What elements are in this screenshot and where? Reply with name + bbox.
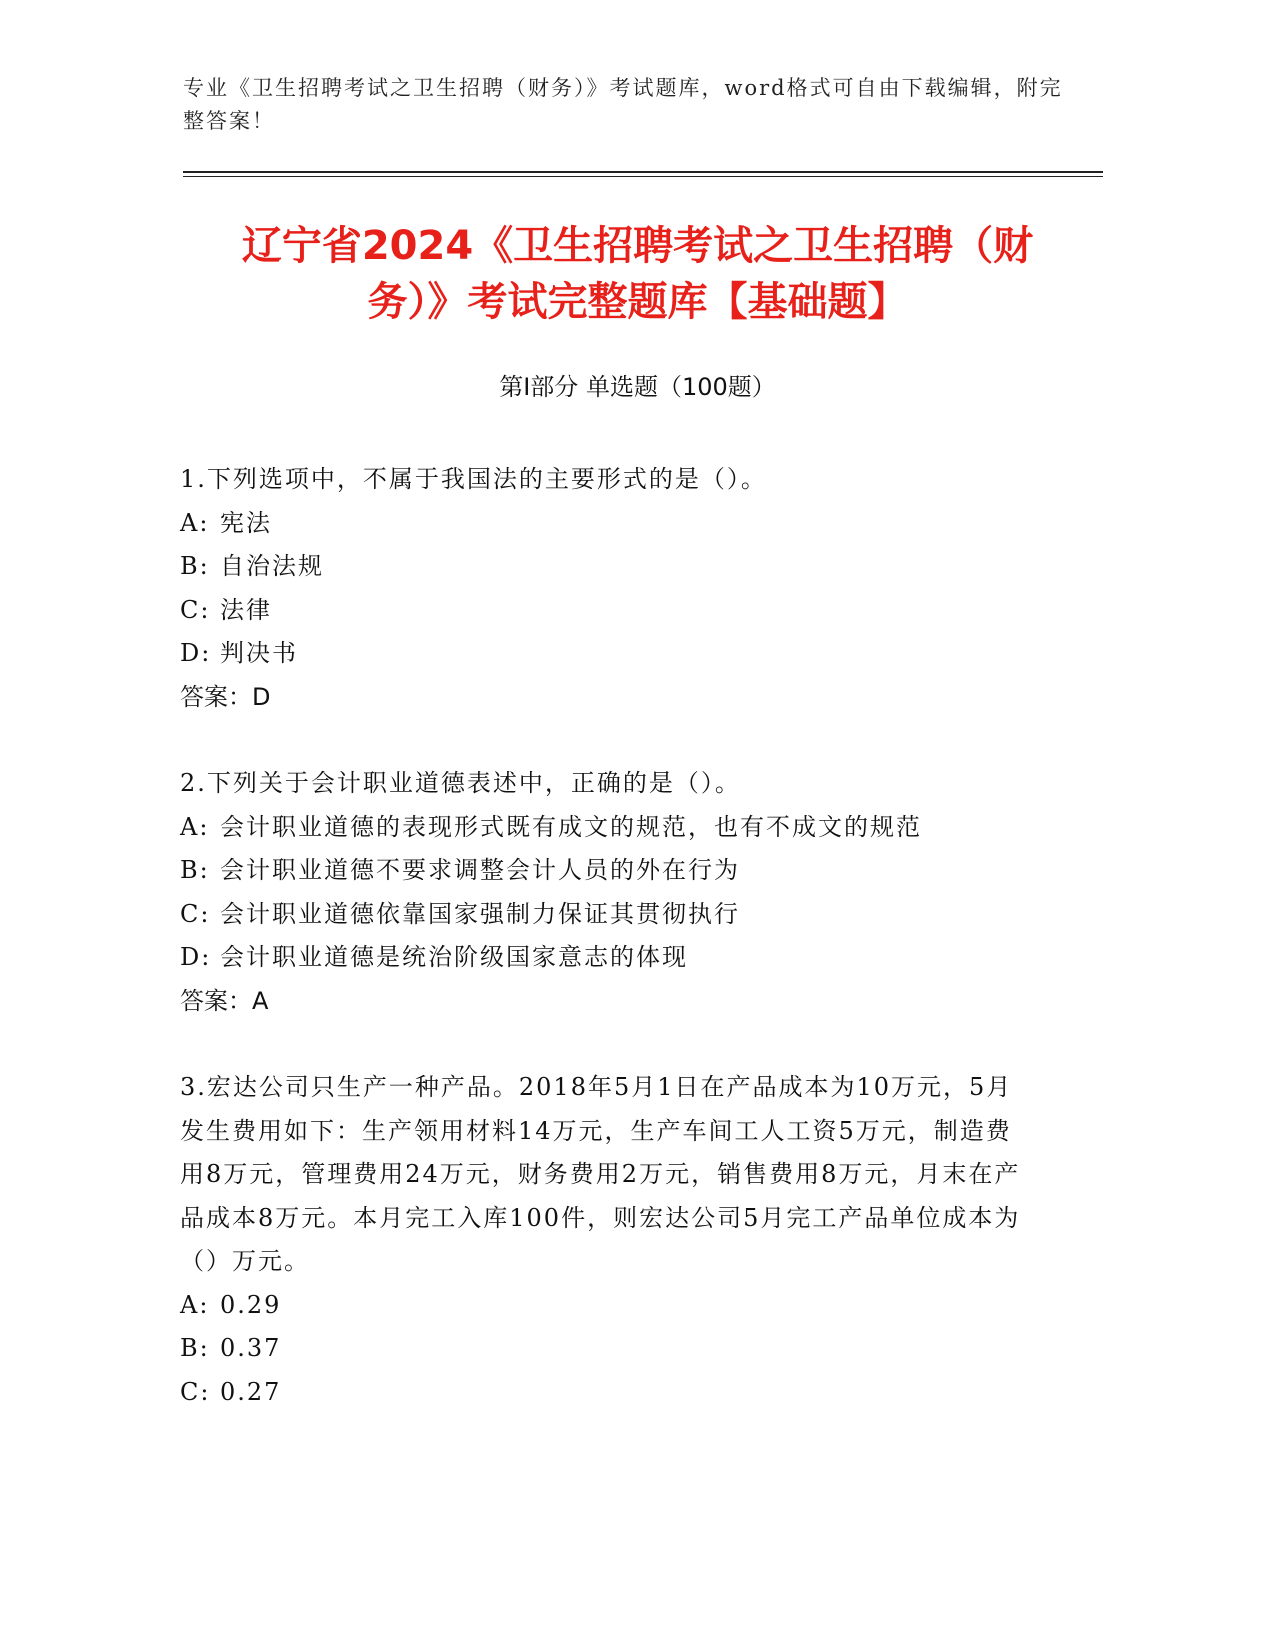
option-c (180, 589, 1030, 633)
option-text: 0.27 (220, 1377, 282, 1406)
option-d (180, 936, 1030, 980)
answer-line: 答案：D (180, 682, 271, 711)
option-d (180, 632, 1030, 676)
option-text: 自治法规 (220, 552, 324, 580)
document-title (150, 218, 1125, 330)
title-line-1: 辽宁省2024《卫生招聘考试之卫生招聘（财 (241, 223, 1034, 269)
question-3 (180, 1066, 1030, 1414)
option-letter: D: (180, 943, 212, 971)
option-letter: B: (180, 856, 210, 884)
option-a (180, 1284, 1030, 1328)
option-text: 判决书 (220, 639, 298, 667)
option-text: 会计职业道德依靠国家强制力保证其贯彻执行 (220, 899, 740, 928)
option-text: 0.29 (220, 1290, 282, 1319)
option-text: 宪法 (220, 508, 272, 537)
option-text: 会计职业道德的表现形式既有成文的规范，也有不成文的规范 (220, 812, 922, 841)
option-letter: C: (180, 595, 211, 624)
option-b (180, 1327, 1030, 1371)
option-a (180, 502, 1030, 546)
option-letter: A: (180, 812, 210, 841)
option-text: 会计职业道德是统治阶级国家意志的体现 (220, 943, 688, 971)
option-b (180, 545, 1030, 589)
header-note: 专业《卫生招聘考试之卫生招聘（财务）》考试题库，word格式可自由下载编辑，附完整答案！ (183, 76, 1063, 133)
option-letter: B: (180, 552, 210, 580)
header-divider-thick (183, 171, 1103, 173)
question-stem: 3.宏达公司只生产一种产品。2018年5月1日在产品成本为10万元，5月发生费用如下：生产领用材料14万元，生产车间工人工资5万元，制造费用8万元，管理费用24万元，财务费用2万元，销售费用8万元，月末在产品成本8万元。本月完工入库100件，则宏达公司5月完工产品单位成本为（）万元。 (180, 1073, 1021, 1275)
option-letter: C: (180, 899, 211, 928)
option-letter: D: (180, 639, 212, 667)
option-c (180, 893, 1030, 937)
option-letter: A: (180, 508, 210, 537)
option-text: 会计职业道德不要求调整会计人员的外在行为 (220, 856, 740, 884)
title-line-2: 务）》考试完整题库【基础题】 (367, 279, 908, 325)
option-b (180, 849, 1030, 893)
option-letter: B: (180, 1334, 210, 1362)
option-letter: A: (180, 1290, 210, 1319)
question-1 (180, 458, 1030, 719)
section-title: 第I部分 单选题（100题） (499, 373, 776, 401)
option-text: 法律 (220, 595, 272, 624)
question-2 (180, 762, 1030, 1023)
option-a (180, 806, 1030, 850)
header-divider-thin (183, 176, 1103, 177)
option-c (180, 1371, 1030, 1415)
question-stem: 1.下列选项中，不属于我国法的主要形式的是（）。 (180, 465, 767, 493)
question-stem: 2.下列关于会计职业道德表述中，正确的是（）。 (180, 769, 741, 797)
option-letter: C: (180, 1377, 211, 1406)
question-list (180, 458, 1030, 1457)
option-text: 0.37 (220, 1334, 282, 1362)
answer-line: 答案：A (180, 986, 269, 1015)
